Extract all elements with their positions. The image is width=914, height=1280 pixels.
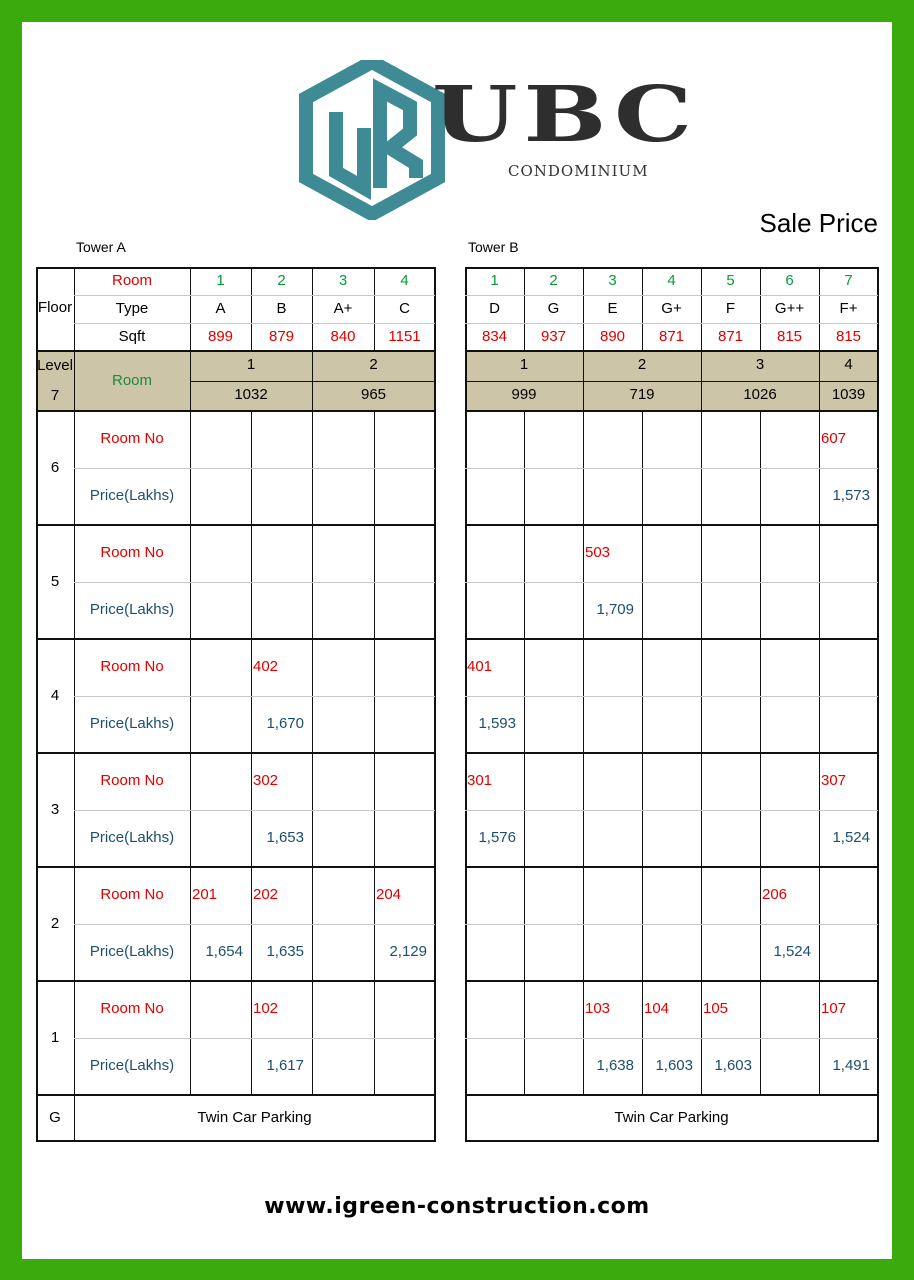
grid-line bbox=[583, 267, 584, 351]
floor-number: 4 bbox=[50, 687, 60, 704]
unit-room-no: 204 bbox=[376, 886, 402, 903]
grid-line bbox=[465, 638, 878, 640]
room-number-b: 6 bbox=[785, 272, 794, 289]
room-number-b: 1 bbox=[490, 272, 499, 289]
grid-line bbox=[760, 267, 761, 351]
unit-room-no: 102 bbox=[253, 1000, 279, 1017]
room-no-label: Room No bbox=[100, 658, 164, 675]
website-url[interactable]: www.igreen-construction.com bbox=[264, 1194, 650, 1219]
room-number-b: 2 bbox=[549, 272, 558, 289]
grid-line bbox=[465, 582, 878, 583]
grid-line bbox=[36, 752, 435, 754]
grid-line bbox=[465, 524, 878, 526]
price-label: Price(Lakhs) bbox=[89, 715, 175, 732]
level7-room-a: 1 bbox=[246, 356, 256, 373]
unit-room-no: 607 bbox=[821, 430, 847, 447]
level7-sqft-b: 999 bbox=[511, 386, 537, 403]
unit-room-no: 105 bbox=[703, 1000, 729, 1017]
sale-price-title: Sale Price bbox=[759, 208, 878, 238]
unit-sqft-a: 879 bbox=[268, 328, 295, 345]
unit-price: 1,576 bbox=[478, 829, 516, 846]
grid-line bbox=[74, 267, 75, 1141]
unit-sqft-a: 899 bbox=[207, 328, 234, 345]
unit-room-no: 201 bbox=[192, 886, 218, 903]
floor-number: 5 bbox=[50, 573, 60, 590]
unit-type-b: G++ bbox=[774, 300, 805, 317]
grid-line bbox=[74, 468, 435, 469]
unit-type-b: G+ bbox=[661, 300, 682, 317]
room-no-label: Room No bbox=[100, 544, 164, 561]
unit-price: 1,603 bbox=[714, 1057, 752, 1074]
unit-price: 1,617 bbox=[266, 1057, 304, 1074]
unit-sqft-b: 815 bbox=[776, 328, 803, 345]
grid-line bbox=[465, 1038, 878, 1039]
unit-room-no: 401 bbox=[467, 658, 493, 675]
grid-line bbox=[465, 696, 878, 697]
level7-sqft-a: 1032 bbox=[234, 386, 268, 403]
grid-line bbox=[74, 924, 435, 925]
grid-line bbox=[465, 295, 878, 296]
unit-price: 2,129 bbox=[389, 943, 427, 960]
room-number-a: 4 bbox=[400, 272, 409, 289]
level7-room-b: 4 bbox=[844, 356, 853, 373]
price-label: Price(Lakhs) bbox=[89, 601, 175, 618]
grid-line bbox=[190, 267, 191, 1095]
room-number-b: 7 bbox=[844, 272, 853, 289]
level7-sqft-a: 965 bbox=[360, 386, 387, 403]
grid-line bbox=[642, 267, 643, 351]
ground-floor-label: G bbox=[49, 1109, 61, 1126]
unit-type-a: A+ bbox=[333, 300, 353, 317]
unit-sqft-b: 871 bbox=[658, 328, 685, 345]
unit-price: 1,593 bbox=[478, 715, 516, 732]
unit-room-no: 307 bbox=[821, 772, 847, 789]
level-number: 7 bbox=[50, 387, 60, 404]
floor-header: Floor bbox=[37, 299, 73, 316]
unit-room-no: 402 bbox=[253, 658, 279, 675]
grid-line bbox=[465, 752, 878, 754]
twin-car-parking-a: Twin Car Parking bbox=[197, 1109, 312, 1126]
unit-room-no: 103 bbox=[585, 1000, 611, 1017]
grid-line bbox=[465, 810, 878, 811]
floor-number: 1 bbox=[50, 1029, 60, 1046]
unit-room-no: 206 bbox=[762, 886, 788, 903]
grid-line bbox=[74, 810, 435, 811]
grid-line bbox=[465, 410, 878, 412]
grid-line bbox=[36, 866, 435, 868]
unit-room-no: 107 bbox=[821, 1000, 847, 1017]
type-header-a: Type bbox=[115, 300, 149, 317]
unit-price: 1,709 bbox=[596, 601, 634, 618]
floor-number: 6 bbox=[50, 459, 60, 476]
grid-line bbox=[36, 524, 435, 526]
unit-sqft-a: 1151 bbox=[388, 328, 421, 345]
grid-line bbox=[465, 350, 878, 352]
unit-price: 1,654 bbox=[205, 943, 243, 960]
grid-line bbox=[465, 381, 878, 382]
grid-line bbox=[465, 468, 878, 469]
grid-line bbox=[190, 381, 435, 382]
unit-room-no: 503 bbox=[585, 544, 611, 561]
brand-subtitle: CONDOMINIUM bbox=[508, 162, 649, 180]
grid-line bbox=[74, 323, 435, 324]
room-number-a: 2 bbox=[277, 272, 286, 289]
unit-price: 1,653 bbox=[266, 829, 304, 846]
price-label: Price(Lakhs) bbox=[89, 829, 175, 846]
level7-room-b: 2 bbox=[637, 356, 647, 373]
room-number-b: 4 bbox=[667, 272, 676, 289]
unit-sqft-b: 937 bbox=[540, 328, 567, 345]
level7-room-b: 1 bbox=[519, 356, 529, 373]
unit-price: 1,635 bbox=[266, 943, 304, 960]
room-no-label: Room No bbox=[100, 772, 164, 789]
level7-room-b: 3 bbox=[755, 356, 765, 373]
room-no-label: Room No bbox=[100, 886, 164, 903]
room-no-label: Room No bbox=[100, 1000, 164, 1017]
room-number-a: 1 bbox=[216, 272, 225, 289]
price-label: Price(Lakhs) bbox=[89, 487, 175, 504]
page bbox=[22, 22, 892, 1259]
grid-line bbox=[465, 980, 878, 982]
unit-type-b: F bbox=[725, 300, 736, 317]
room-number-b: 3 bbox=[608, 272, 617, 289]
grid-line bbox=[251, 267, 252, 351]
grid-line bbox=[465, 866, 878, 868]
unit-price: 1,491 bbox=[832, 1057, 870, 1074]
unit-type-b: G bbox=[547, 300, 560, 317]
unit-room-no: 301 bbox=[467, 772, 493, 789]
tower-a-label: Tower A bbox=[76, 239, 126, 255]
brand-name: UBC bbox=[432, 69, 699, 160]
unit-room-no: 202 bbox=[253, 886, 279, 903]
grid-line bbox=[465, 323, 878, 324]
unit-price: 1,603 bbox=[655, 1057, 693, 1074]
grid-line bbox=[465, 1094, 878, 1096]
grid-line bbox=[524, 267, 525, 351]
unit-sqft-b: 890 bbox=[599, 328, 626, 345]
grid-line bbox=[465, 924, 878, 925]
grid-line bbox=[701, 267, 702, 351]
room-no-label: Room No bbox=[100, 430, 164, 447]
unit-sqft-a: 840 bbox=[330, 328, 356, 345]
twin-car-parking-b: Twin Car Parking bbox=[614, 1109, 729, 1126]
unit-price: 1,524 bbox=[773, 943, 811, 960]
room-number-a: 3 bbox=[338, 272, 348, 289]
unit-sqft-b: 871 bbox=[717, 328, 744, 345]
unit-type-a: A bbox=[215, 300, 226, 317]
unit-price: 1,524 bbox=[832, 829, 870, 846]
price-label: Price(Lakhs) bbox=[89, 1057, 175, 1074]
unit-price: 1,573 bbox=[832, 487, 870, 504]
tower-b-label: Tower B bbox=[468, 239, 519, 255]
level7-room-a: 2 bbox=[369, 356, 378, 373]
floor-number: 3 bbox=[50, 801, 60, 818]
level7-sqft-b: 1039 bbox=[831, 386, 866, 403]
level-room-label: Room bbox=[111, 372, 153, 389]
room-number-b: 5 bbox=[726, 272, 735, 289]
unit-type-b: D bbox=[489, 300, 500, 317]
unit-price: 1,670 bbox=[266, 715, 304, 732]
level7-sqft-b: 1026 bbox=[743, 386, 777, 403]
grid-line bbox=[36, 638, 435, 640]
unit-type-b: F+ bbox=[839, 300, 858, 317]
grid-line bbox=[312, 267, 313, 351]
unit-price: 1,638 bbox=[596, 1057, 634, 1074]
unit-room-no: 302 bbox=[253, 772, 279, 789]
price-label: Price(Lakhs) bbox=[89, 943, 175, 960]
unit-room-no: 104 bbox=[644, 1000, 670, 1017]
grid-line bbox=[36, 410, 435, 412]
grid-line bbox=[374, 267, 375, 351]
grid-line bbox=[819, 267, 820, 351]
sqft-header-a: Sqft bbox=[118, 328, 146, 345]
floor-number: 2 bbox=[50, 915, 60, 932]
grid-line bbox=[74, 696, 435, 697]
grid-line bbox=[36, 980, 435, 982]
grid-line bbox=[36, 350, 435, 352]
unit-sqft-b: 815 bbox=[835, 328, 862, 345]
unit-type-b: E bbox=[607, 300, 618, 317]
room-header-a: Room bbox=[111, 272, 153, 289]
grid-line bbox=[36, 1094, 435, 1096]
grid-line bbox=[74, 1038, 435, 1039]
grid-line bbox=[74, 582, 435, 583]
grid-line bbox=[74, 295, 435, 296]
level7-sqft-b: 719 bbox=[629, 386, 655, 403]
unit-type-a: C bbox=[399, 300, 410, 317]
unit-type-a: B bbox=[276, 300, 287, 317]
level-label: Level bbox=[37, 357, 73, 374]
unit-sqft-b: 834 bbox=[481, 328, 508, 345]
